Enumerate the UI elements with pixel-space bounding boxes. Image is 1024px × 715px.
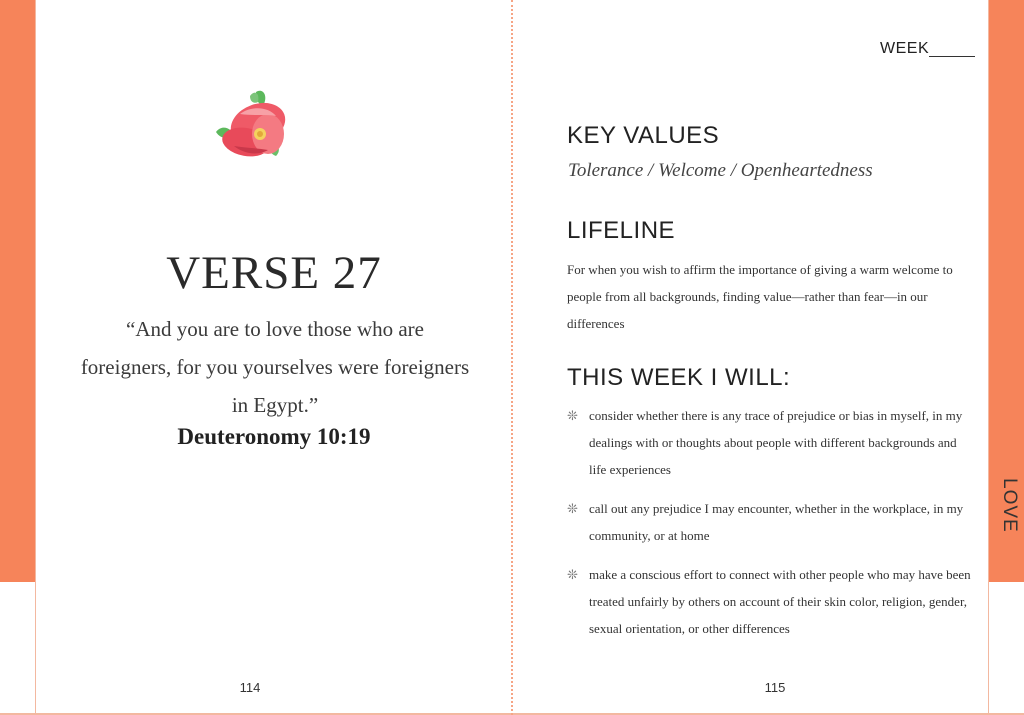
verse-reference: Deuteronomy 10:19 bbox=[177, 424, 371, 449]
left-edge-line bbox=[0, 580, 35, 582]
list-item bbox=[567, 402, 977, 483]
list-item-text: make a conscious effort to connect with other people who may have been treated unfairly by others on account of their skin color, religion, gender, sexual orientation, or other differences bbox=[589, 567, 971, 636]
book-spine bbox=[511, 0, 513, 715]
week-blank-line bbox=[929, 56, 975, 57]
left-page-border bbox=[35, 0, 36, 715]
snowflake-bullet-icon: ❊ bbox=[567, 408, 578, 423]
key-values-text: Tolerance / Welcome / Openheartedness bbox=[568, 160, 873, 181]
verse-title: VERSE 27 bbox=[166, 247, 382, 299]
lifeline-text: For when you wish to affirm the importance of giving a warm welcome to people from all backgrounds, finding value—rather than fear—in our differences bbox=[567, 262, 953, 331]
left-edge-tab bbox=[0, 0, 35, 580]
snowflake-bullet-icon: ❊ bbox=[567, 567, 578, 582]
list-item bbox=[567, 561, 977, 642]
this-week-heading: THIS WEEK I WILL: bbox=[567, 364, 791, 391]
lifeline-heading: LIFELINE bbox=[567, 217, 676, 244]
page-number-left: 114 bbox=[239, 680, 261, 695]
list-item-text: consider whether there is any trace of prejudice or bias in myself, in my dealings with or thoughts about people with different backgrounds and life experiences bbox=[589, 408, 963, 477]
week-label: WEEK bbox=[880, 40, 930, 57]
key-values-heading: KEY VALUES bbox=[567, 122, 720, 149]
snowflake-bullet-icon: ❊ bbox=[567, 501, 578, 516]
right-page-border bbox=[988, 0, 989, 715]
page-number-right: 115 bbox=[764, 680, 786, 695]
flower-icon bbox=[210, 84, 296, 174]
section-tab-label: LOVE bbox=[999, 478, 1020, 533]
list-item-text: call out any prejudice I may encounter, whether in the workplace, in my community, or at home bbox=[589, 501, 964, 543]
verse-quote: “And you are to love those who are foreigners, for you yourselves were foreigners in Egypt.” bbox=[80, 317, 470, 417]
commitment-list bbox=[567, 402, 977, 642]
right-edge-line bbox=[989, 580, 1024, 582]
list-item bbox=[567, 495, 977, 549]
